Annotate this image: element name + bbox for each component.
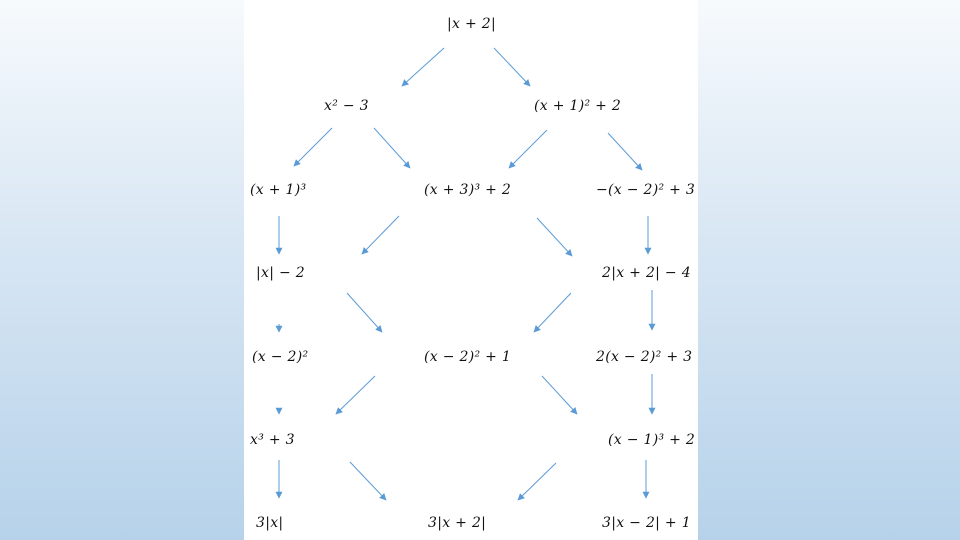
node-level6-center: 3|x + 2| [428,515,487,531]
arrow [350,462,386,500]
arrow [294,128,332,166]
node-level6-left: 3|x| [256,515,284,531]
arrow [608,133,642,170]
arrow [494,48,530,86]
node-level1-right: (x + 1)² + 2 [534,98,622,114]
node-level1-left: x² − 3 [324,98,369,114]
node-level2-center: (x + 3)³ + 2 [424,182,512,198]
arrow [374,128,410,168]
node-level4-right: 2(x − 2)² + 3 [596,349,693,365]
arrow [336,376,375,414]
node-root: |x + 2| [447,16,496,32]
arrow [542,376,577,414]
arrow [518,463,556,500]
node-level6-right: 3|x − 2| + 1 [602,515,691,531]
node-level2-right: −(x − 2)² + 3 [596,182,696,198]
arrow [402,48,444,86]
node-level4-left: (x − 2)² [252,349,309,365]
arrow [537,218,572,256]
node-level4-center: (x − 2)² + 1 [424,349,512,365]
arrow [534,293,571,332]
node-level3-right: 2|x + 2| − 4 [602,265,691,281]
node-level5-left: x³ + 3 [250,432,295,448]
node-level5-right: (x − 1)³ + 2 [608,432,696,448]
arrow [347,293,382,332]
node-level3-left: |x| − 2 [256,265,305,281]
arrow [362,216,399,254]
node-level2-left: (x + 1)³ [250,182,307,198]
arrow [509,130,547,168]
diagram-sheet [244,0,698,540]
